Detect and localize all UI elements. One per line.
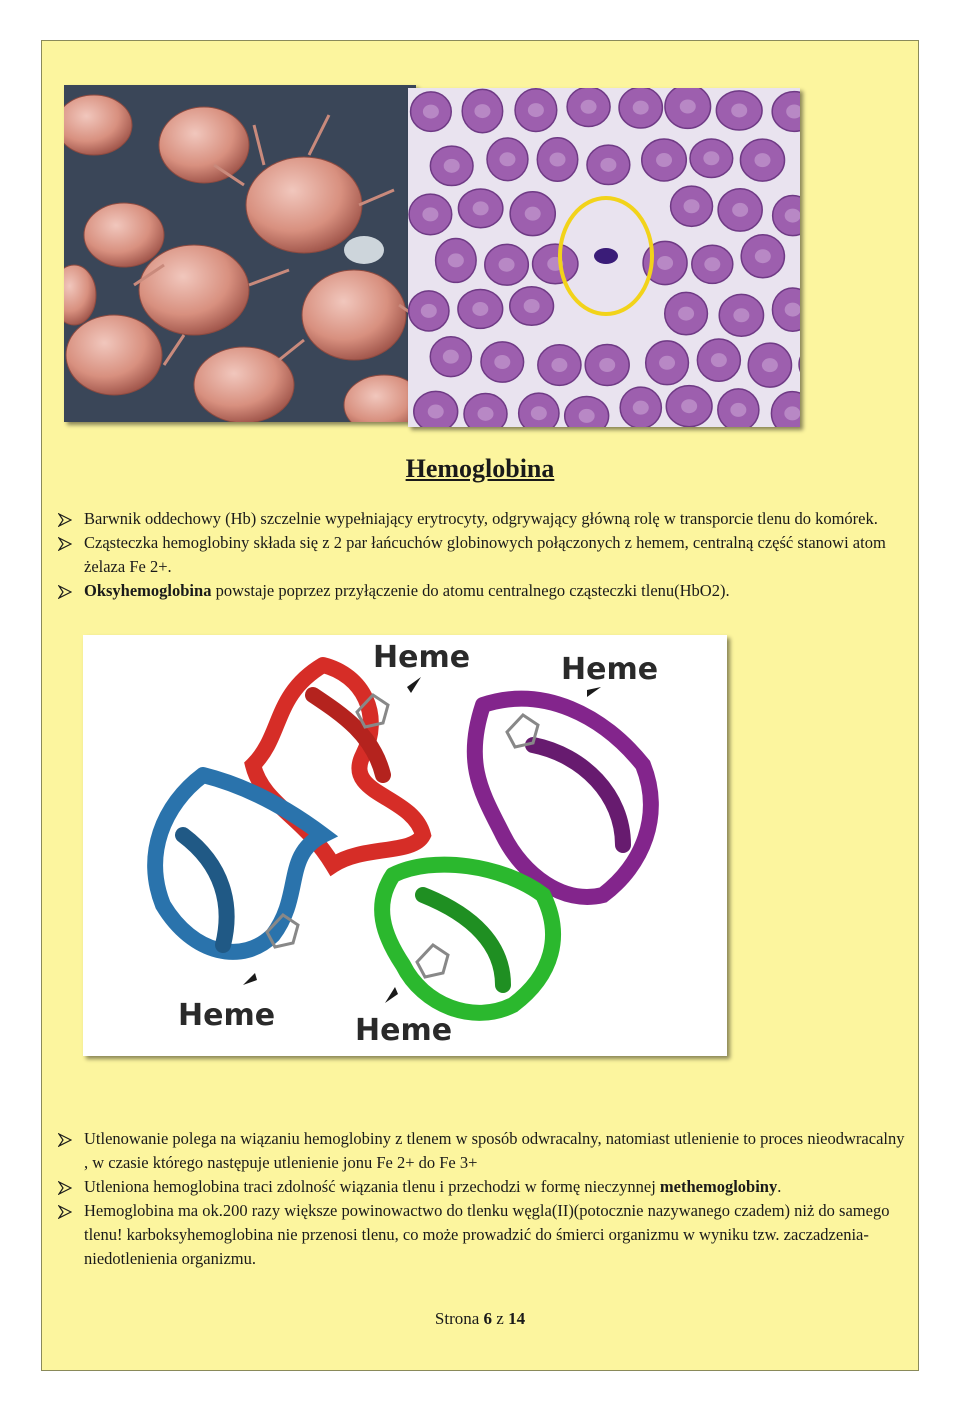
hemoglobin-structure-image bbox=[83, 635, 727, 1056]
arrow-bullet-icon bbox=[58, 531, 76, 555]
page-title: Hemoglobina bbox=[405, 454, 555, 483]
list-item bbox=[58, 579, 908, 603]
bullet-text: Barwnik oddechowy (Hb) szczelnie wypełniający erytrocyty, odgrywający główną rolę w transporcie tlenu do komórek. bbox=[84, 509, 878, 528]
bullet-text: . bbox=[777, 1177, 782, 1196]
heme-label: Heme bbox=[373, 640, 471, 675]
footer-text: z bbox=[492, 1309, 509, 1328]
platelet bbox=[594, 248, 618, 264]
list-item bbox=[58, 1199, 908, 1271]
list-item bbox=[58, 507, 908, 531]
arrow-bullet-icon bbox=[58, 1127, 76, 1151]
arrow-bullet-icon bbox=[58, 579, 76, 603]
arrow-bullet-icon bbox=[58, 1199, 76, 1223]
bullet-text: Utleniona hemoglobina traci zdolność wiązania tlenu i przechodzi w formę nieczynnej bbox=[84, 1177, 660, 1196]
bullet-bold-term: methemoglobiny bbox=[659, 1177, 778, 1196]
bullet-text: powstaje poprzez przyłączenie do atomu centralnego cząsteczki tlenu(HbO2). bbox=[211, 581, 730, 600]
heme-label: Heme bbox=[178, 998, 276, 1033]
blood-smear-photo bbox=[408, 88, 800, 427]
list-item bbox=[58, 531, 908, 579]
list-item bbox=[58, 1127, 908, 1175]
list-item bbox=[58, 1175, 908, 1199]
footer-text: Strona bbox=[434, 1309, 484, 1328]
arrow-bullet-icon bbox=[58, 507, 76, 531]
sem-cells-photo bbox=[64, 85, 416, 422]
page bbox=[41, 40, 919, 1371]
bullet-text: Cząsteczka hemoglobiny składa się z 2 par łańcuchów globinowych połączonych z hemem, centralną część stanowi atom żelaza Fe 2+. bbox=[84, 533, 886, 576]
page-footer bbox=[42, 1309, 918, 1329]
footer-page-total: 14 bbox=[508, 1309, 526, 1328]
arrow-bullet-icon bbox=[58, 1175, 76, 1199]
footer-page-number: 6 bbox=[483, 1309, 493, 1328]
bullet-bold-term: Oksyhemoglobina bbox=[84, 581, 212, 600]
bullet-text: Utlenowanie polega na wiązaniu hemoglobiny z tlenem w sposób odwracalny, natomiast utlenienie to proces nieodwracalny , w czasie którego następuje utlenienie jonu Fe 2+ do Fe 3+ bbox=[84, 1129, 905, 1172]
bullet-text: Hemoglobina ma ok.200 razy większe powinowactwo do tlenku węgla(II)(potocznie nazywanego czadem) niż do samego tlenu! karboksyhemoglobina nie przenosi tlenu, co może prowadzić do śmierci organizmu w wyniku tzw. zaczadzenia-niedotlenienia organizmu. bbox=[84, 1201, 890, 1268]
red-blood-cell bbox=[799, 345, 800, 383]
heme-label: Heme bbox=[355, 1013, 453, 1048]
bullet-list-bottom bbox=[58, 1127, 908, 1271]
bullet-list-top bbox=[58, 507, 908, 603]
heme-label: Heme bbox=[561, 652, 659, 687]
